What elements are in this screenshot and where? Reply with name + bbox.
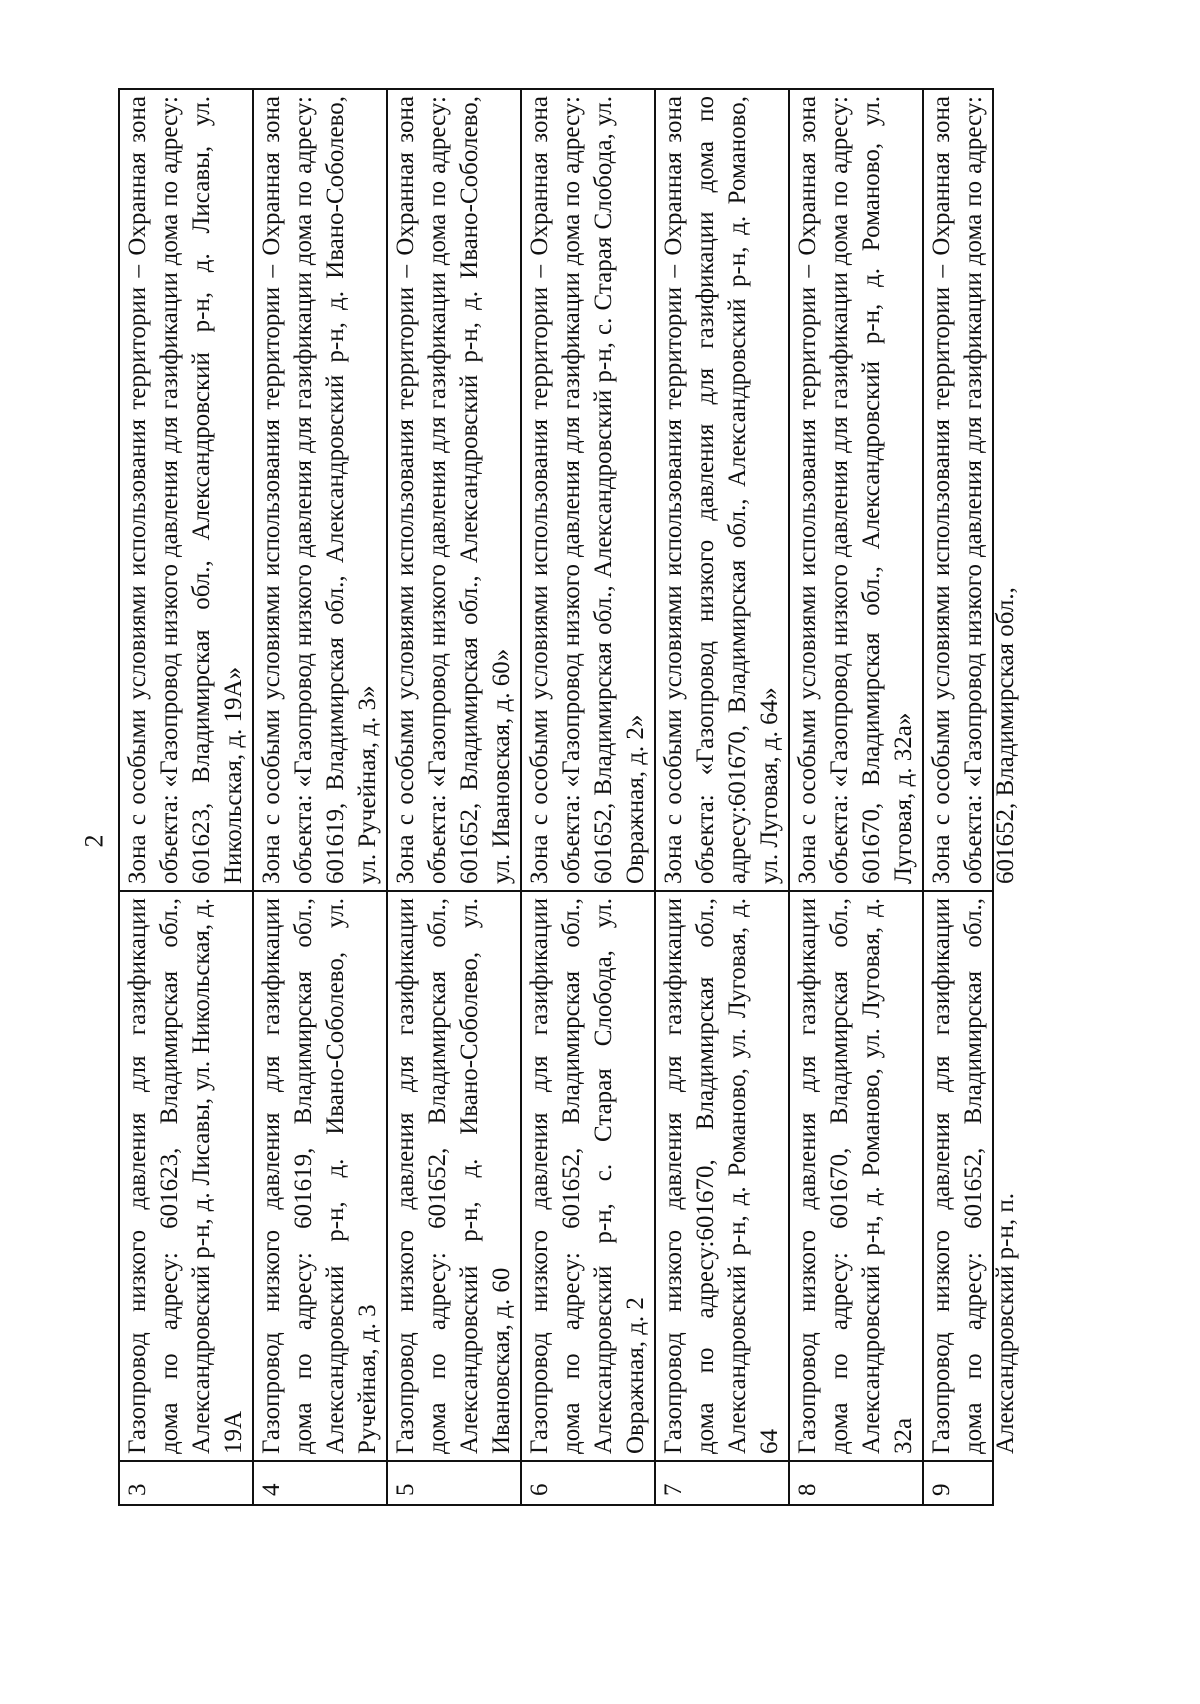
table-row	[119, 89, 253, 1505]
table-row	[655, 89, 789, 1505]
object-name-cell: Газопровод низкого давления для газификации дома по адресу: 601670, Владимирская обл., Александровский р-н, д. Романово, ул. Луговая, д. 32а	[789, 891, 923, 1461]
zone-description-cell: Зона с особыми условиями использования территории – Охранная зона объекта: «Газопровод низкого давления для газификации дома по адресу: 601652, Владимирская обл., Александровский р-н, с. Старая Слобода, ул. Овражная, д. 2»	[521, 89, 655, 891]
zone-description-cell	[923, 89, 1019, 891]
table-row	[789, 89, 923, 1505]
object-name-text: Газопровод низкого давления для газификации дома по адресу: 601652, Владимирская обл., Александровский р-н, п.	[928, 898, 1019, 1454]
object-name-cell: Газопровод низкого давления для газификации дома по адресу: 601652, Владимирская обл., Александровский р-н, с. Старая Слобода, ул. Овражная, д. 2	[521, 891, 655, 1461]
row-number: 8	[789, 1461, 923, 1505]
table-row	[923, 89, 993, 1505]
object-name-cell: Газопровод низкого давления для газификации дома по адресу: 601623, Владимирская обл., Александровский р-н, д. Лисавы, ул. Никольская, д. 19А	[119, 891, 253, 1461]
row-number: 3	[119, 1461, 253, 1505]
zone-description-cell: Зона с особыми условиями использования территории – Охранная зона объекта: «Газопровод низкого давления для газификации дома по адресу: 601670, Владимирская обл., Александровский р-н, д. Романово, ул. Луговая, д. 32а»	[789, 89, 923, 891]
object-name-cell: Газопровод низкого давления для газификации дома по адресу: 601619, Владимирская обл., Александровский р-н, д. Ивано-Соболево, ул. Ручейная, д. 3	[253, 891, 387, 1461]
row-number: 4	[253, 1461, 387, 1505]
row-number-text: 9	[928, 1483, 955, 1496]
row-number: 5	[387, 1461, 521, 1505]
table-row	[253, 89, 387, 1505]
zones-table	[118, 88, 1019, 1506]
zone-description-cell: Зона с особыми условиями использования территории – Охранная зона объекта: «Газопровод низкого давления для газификации дома по адресу: 601619, Владимирская обл., Александровский р-н, д. Ивано-Соболево, ул. Ручейная, д. 3»	[253, 89, 387, 891]
zone-description-cell: Зона с особыми условиями использования территории – Охранная зона объекта: «Газопровод низкого давления для газификации дома по адресу:601670, Владимирская обл., Александровский р-н, д. Романово, ул. Луговая, д. 64»	[655, 89, 789, 891]
zone-description-cell: Зона с особыми условиями использования территории – Охранная зона объекта: «Газопровод низкого давления для газификации дома по адресу: 601652, Владимирская обл., Александровский р-н, д. Ивано-Соболево, ул. Ивановская, д. 60»	[387, 89, 521, 891]
table-row	[521, 89, 655, 1505]
page-number: 2	[79, 834, 109, 848]
object-name-cell	[923, 891, 1019, 1461]
table-row	[387, 89, 521, 1505]
row-number: 7	[655, 1461, 789, 1505]
object-name-cell: Газопровод низкого давления для газификации дома по адресу:601670, Владимирская обл., Александровский р-н, д. Романово, ул. Луговая, д. 64	[655, 891, 789, 1461]
rotated-table-wrapper	[118, 90, 1019, 1506]
zone-description-text: Зона с особыми условиями использования территории – Охранная зона объекта: «Газопровод низкого давления для газификации дома по адресу: 601652, Владимирская обл.,	[928, 96, 1019, 884]
row-number: 6	[521, 1461, 655, 1505]
zone-description-cell: Зона с особыми условиями использования территории – Охранная зона объекта: «Газопровод низкого давления для газификации дома по адресу: 601623, Владимирская обл., Александровский р-н, д. Лисавы, ул. Никольская, д. 19А»	[119, 89, 253, 891]
row-number	[923, 1461, 993, 1505]
object-name-cell: Газопровод низкого давления для газификации дома по адресу: 601652, Владимирская обл., Александровский р-н, д. Ивано-Соболево, ул. Ивановская, д. 60	[387, 891, 521, 1461]
